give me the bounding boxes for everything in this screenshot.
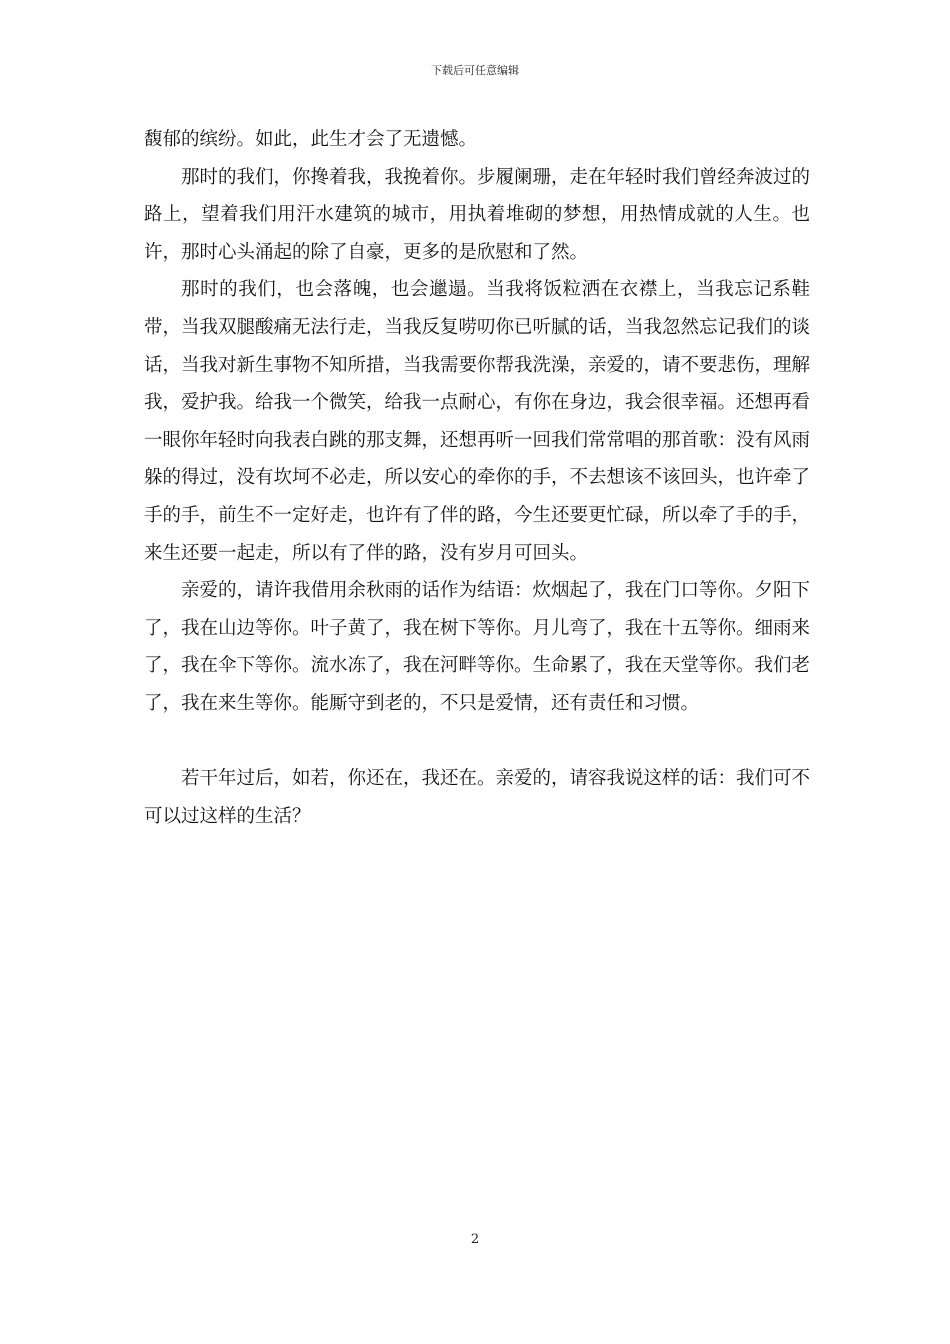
paragraph-closing-question: 若干年过后，如若，你还在，我还在。亲爱的，请容我说这样的话：我们可不可以过这样的生活？ bbox=[144, 768, 811, 827]
blank-line bbox=[144, 723, 810, 761]
page-header: 下载后可任意编辑 bbox=[431, 64, 519, 77]
paragraph-quote-yu-qiuyu: 亲爱的，请许我借用余秋雨的话作为结语：炊烟起了，我在门口等你。夕阳下了，我在山边等你。叶子黄了，我在树下等你。月儿弯了，我在十五等你。细雨来了，我在伞下等你。流水冻了，我在河畔等你。生命累了，我在天堂等你。我们老了，我在来生等你。能厮守到老的，不只是爱情，还有责任和习惯。 bbox=[144, 580, 811, 714]
page-number: 2 bbox=[470, 1232, 480, 1247]
paragraph-growing-old: 那时的我们，也会落魄，也会邋遢。当我将饭粒洒在衣襟上，当我忘记系鞋带，当我双腿酸痛无法行走，当我反复唠叨你已听腻的话，当我忽然忘记我们的谈话，当我对新生事物不知所措，当我需要你帮我洗澡，亲爱的，请不要悲伤，理解我，爱护我。给我一个微笑，给我一点耐心，有你在身边，我会很幸福。还想再看一眼你年轻时向我表白跳的那支舞，还想再听一回我们常常唱的那首歌：没有风雨躲的得过，没有坎坷不必走，所以安心的牵你的手，不去想该不该回头，也许牵了手的手，前生不一定好走，也许有了伴的路，今生还要更忙碌，所以牵了手的手，来生还要一起走，所以有了伴的路，没有岁月可回头。 bbox=[144, 279, 811, 564]
paragraph-walking-together: 那时的我们，你搀着我，我挽着你。步履阑珊，走在年轻时我们曾经奔波过的路上，望着我们用汗水建筑的城市，用执着堆砌的梦想，用热情成就的人生。也许，那时心头涌起的除了自豪，更多的是欣慰和了然。 bbox=[144, 166, 811, 263]
paragraph-continuation: 馥郁的缤纷。如此，此生才会了无遗憾。 bbox=[144, 129, 478, 150]
document-body bbox=[144, 121, 810, 835]
